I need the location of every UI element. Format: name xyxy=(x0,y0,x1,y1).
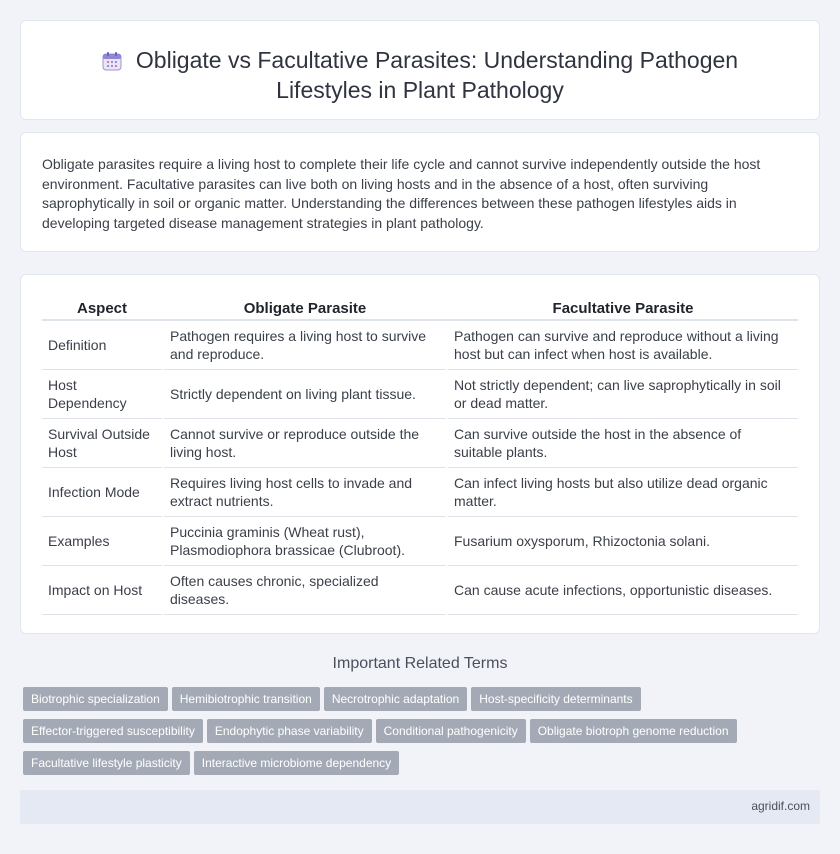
table-cell-obligate: Puccinia graminis (Wheat rust), Plasmodiophora brassicae (Clubroot). xyxy=(163,517,447,566)
table-row xyxy=(42,419,798,468)
related-term-tag[interactable]: Hemibiotrophic transition xyxy=(172,687,320,711)
table-cell-facultative: Fusarium oxysporum, Rhizoctonia solani. xyxy=(447,517,798,566)
table-cell-obligate: Often causes chronic, specialized diseases. xyxy=(163,566,447,615)
table-cell-obligate: Cannot survive or reproduce outside the living host. xyxy=(163,419,447,468)
table-header-row xyxy=(42,297,798,320)
calendar-icon xyxy=(102,51,122,71)
table-cell-facultative: Pathogen can survive and reproduce without a living host but can infect when host is available. xyxy=(447,320,798,370)
table-cell-aspect: Impact on Host xyxy=(42,566,163,615)
comparison-table xyxy=(42,297,798,615)
title-card xyxy=(20,20,820,120)
page-title-line1: Obligate vs Facultative Parasites: Understanding Pathogen xyxy=(135,47,739,73)
page-title xyxy=(21,45,819,105)
table-cell-obligate: Requires living host cells to invade and extract nutrients. xyxy=(163,468,447,517)
table-cell-facultative: Can cause acute infections, opportunistic diseases. xyxy=(447,566,798,615)
table-row xyxy=(42,320,798,370)
footer xyxy=(20,790,820,824)
table-row xyxy=(42,468,798,517)
table-cell-aspect: Definition xyxy=(42,320,163,370)
related-term-tag[interactable]: Conditional pathogenicity xyxy=(376,719,526,743)
column-header-facultative: Facultative Parasite xyxy=(447,297,798,320)
page-title-line2: Lifestyles in Plant Pathology xyxy=(276,77,564,103)
table-cell-facultative: Not strictly dependent; can live saprophytically in soil or dead matter. xyxy=(447,370,798,419)
table-row xyxy=(42,566,798,615)
related-term-tag[interactable]: Interactive microbiome dependency xyxy=(194,751,399,775)
table-cell-aspect: Infection Mode xyxy=(42,468,163,517)
comparison-table-card xyxy=(20,274,820,634)
related-term-tag[interactable]: Endophytic phase variability xyxy=(207,719,372,743)
table-cell-facultative: Can infect living hosts but also utilize dead organic matter. xyxy=(447,468,798,517)
related-term-tag[interactable]: Necrotrophic adaptation xyxy=(324,687,467,711)
related-terms-list xyxy=(23,687,803,783)
column-header-aspect: Aspect xyxy=(42,297,163,320)
related-terms-heading: Important Related Terms xyxy=(332,655,508,672)
intro-paragraph: Obligate parasites require a living host to complete their life cycle and cannot survive independently outside the host environment. Facultative parasites can live both on living hosts and in the absence of a host, often surviving saprophytically in soil or organic matter. Understanding the differences between these pathogen lifestyles aids in developing targeted disease management strategies in plant pathology. xyxy=(42,156,761,231)
table-cell-obligate: Strictly dependent on living plant tissue. xyxy=(163,370,447,419)
table-cell-aspect: Survival Outside Host xyxy=(42,419,163,468)
related-term-tag[interactable]: Facultative lifestyle plasticity xyxy=(23,751,190,775)
related-term-tag[interactable]: Effector-triggered susceptibility xyxy=(23,719,203,743)
related-term-tag[interactable]: Obligate biotroph genome reduction xyxy=(530,719,737,743)
table-cell-aspect: Examples xyxy=(42,517,163,566)
footer-site-link[interactable]: agridif.com xyxy=(751,799,810,813)
table-row xyxy=(42,517,798,566)
table-cell-aspect: Host Dependency xyxy=(42,370,163,419)
column-header-obligate: Obligate Parasite xyxy=(163,297,447,320)
intro-card xyxy=(20,132,820,252)
table-cell-facultative: Can survive outside the host in the absence of suitable plants. xyxy=(447,419,798,468)
related-term-tag[interactable]: Host-specificity determinants xyxy=(471,687,640,711)
table-row xyxy=(42,370,798,419)
table-cell-obligate: Pathogen requires a living host to survive and reproduce. xyxy=(163,320,447,370)
related-term-tag[interactable]: Biotrophic specialization xyxy=(23,687,168,711)
